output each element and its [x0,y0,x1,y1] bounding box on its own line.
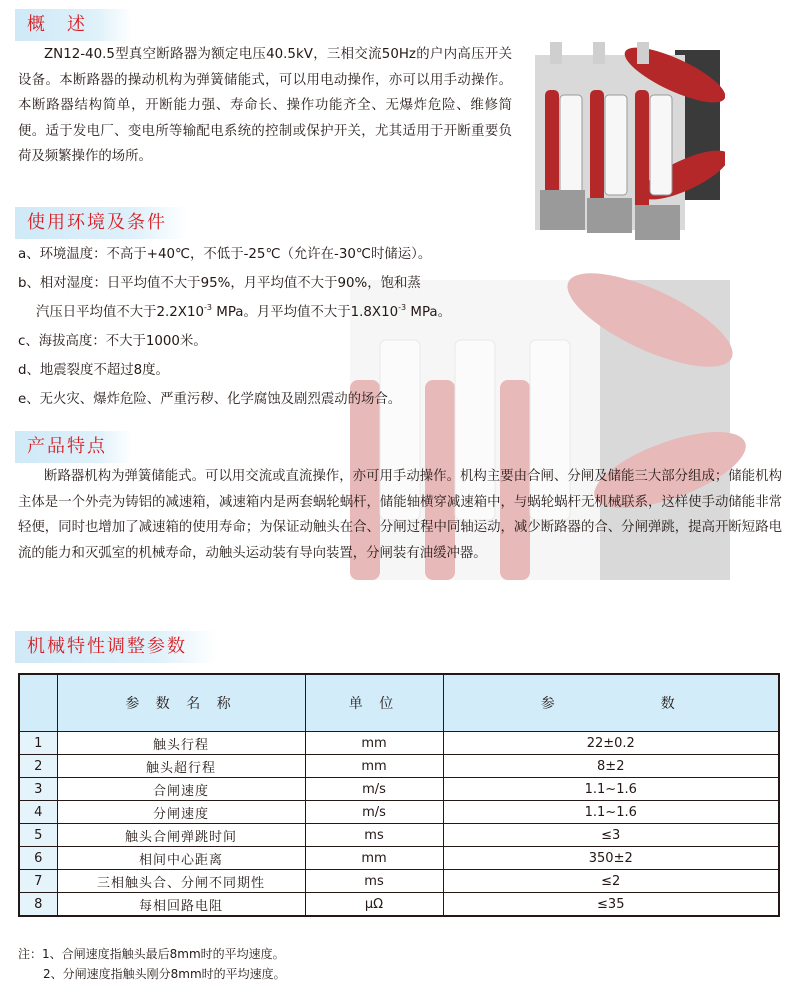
row-param-name: 相间中心距离 [57,847,305,870]
row-index: 4 [19,801,57,824]
table-row [19,755,779,778]
header-param-name: 参 数 名 称 [57,674,305,732]
header-value: 参 数 [443,674,779,732]
row-unit: m/s [305,778,443,801]
params-heading: 机械特性调整参数 [15,631,217,663]
row-index: 3 [19,778,57,801]
table-row [19,870,779,893]
table-header-row [19,674,779,732]
row-param-name: 触头合闸弹跳时间 [57,824,305,847]
row-value: 1.1~1.6 [443,778,779,801]
overview-text-body: ZN12-40.5型真空断路器为额定电压40.5kV，三相交流50Hz的户内高压开关设备。本断路器的操动机构为弹簧储能式，可以用电动操作，亦可以用手动操作。本断路器结构简单，开断能力强、寿命长、操作功能齐全、无爆炸危险、维修简便。适于发电厂、变电所等输配电系统的控制或保护开关，尤其适用于开断重要负荷及频繁操作的场所。 [18,47,512,164]
row-unit: ms [305,824,443,847]
features-heading: 产品特点 [15,431,132,463]
mechanical-params-table [18,673,780,917]
condition-temperature: a、环境温度：不高于+40℃，不低于-25℃（允许在-30℃时储运）。 [18,247,432,262]
table-row [19,801,779,824]
row-index: 1 [19,732,57,755]
row-param-name: 每相回路电阻 [57,893,305,917]
row-param-name: 分闸速度 [57,801,305,824]
features-text [18,464,782,566]
environment-heading: 使用环境及条件 [15,207,187,239]
row-value: ≤2 [443,870,779,893]
features-text-body: 断路器机构为弹簧储能式。可以用交流或直流操作，亦可用手动操作。机构主要由合闸、分闸及储能三大部分组成；储能机构主体是一个外壳为铸铝的减速箱，减速箱内是两套蜗轮蜗杆，储能轴横穿减速箱中，与蜗轮蜗杆无机械联系，这样使手动储能非常轻便，同时也增加了减速箱的使用寿命；为保证动触头在合、分闸过程中同轴运动，减少断路器的合、分闸弹跳，提高开断短路电流的能力和灭弧室的机械寿命，动触头运动装有导向装置，分闸装有油缓冲器。 [18,469,782,561]
row-unit: mm [305,755,443,778]
row-value: 1.1~1.6 [443,801,779,824]
condition-humidity: b、相对湿度：日平均值不大于95%，月平均值不大于90%，饱和蒸 [18,276,421,291]
row-param-name: 三相触头合、分闸不同期性 [57,870,305,893]
row-index: 8 [19,893,57,917]
header-unit: 单 位 [305,674,443,732]
breaker-product-photo [525,40,725,245]
row-unit: mm [305,847,443,870]
row-param-name: 合闸速度 [57,778,305,801]
row-value: ≤3 [443,824,779,847]
row-index: 6 [19,847,57,870]
table-row [19,893,779,917]
overview-text [18,42,512,170]
row-unit: ms [305,870,443,893]
row-value: ≤35 [443,893,779,917]
overview-heading: 概 述 [15,9,132,41]
table-row [19,732,779,755]
row-index: 5 [19,824,57,847]
row-unit: m/s [305,801,443,824]
row-unit: mm [305,732,443,755]
note-1: 注：1、合闸速度指触头最后8mm时的平均速度。 [18,947,285,961]
row-param-name: 触头行程 [57,732,305,755]
row-index: 2 [19,755,57,778]
row-value: 350±2 [443,847,779,870]
condition-earthquake: d、地震裂度不超过8度。 [18,363,169,378]
header-index [19,674,57,732]
condition-hazards: e、无火灾、爆炸危险、严重污秽、化学腐蚀及剧烈震动的场合。 [18,392,402,407]
condition-vapor-pressure: 汽压日平均值不大于$2.2X10^{-3}$ MPa。月平均值不大于$1.8X10^{-3}$ MPa。 [36,303,452,320]
row-index: 7 [19,870,57,893]
table-row [19,778,779,801]
row-unit: μΩ [305,893,443,917]
row-param-name: 触头超行程 [57,755,305,778]
condition-altitude: c、海拔高度：不大于1000米。 [18,334,207,349]
row-value: 8±2 [443,755,779,778]
table-row [19,824,779,847]
note-2: 2、分闸速度指触头刚分8mm时的平均速度。 [43,967,286,981]
table-row [19,847,779,870]
row-value: 22±0.2 [443,732,779,755]
